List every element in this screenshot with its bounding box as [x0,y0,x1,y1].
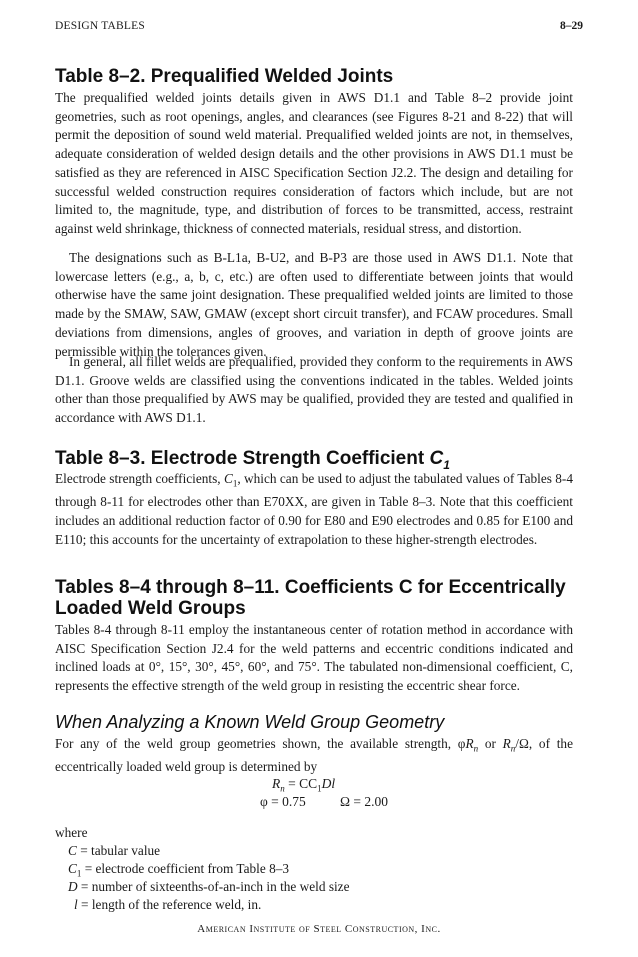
paragraph-electrode-coefficients: Electrode strength coefficients, $C_1$, which can be used to adjust the tabulated values of Tables 8-4 through 8-11 for electrodes other than E70XX, are given in Table 8–3. Note that this coefficient includes an additional reduction factor of 0.90 for E80 and E90 electrodes and 0.85 for E100 and E110; this accounts for the uncertainty of extrapolation to these higher-strength electrodes. [55,471,573,547]
where-label: where [55,825,88,840]
equation-nominal-strength: $R_n = CC_1Dl$ [272,776,336,794]
section-heading-table-8-2: Table 8–2. Prequalified Welded Joints [55,66,394,87]
page-number: 8–29 [560,20,583,32]
definition-D: D = number of sixteenths-of-an-inch in the weld size [68,879,350,894]
equation-omega: Ω = 2.00 [340,794,389,809]
paragraph-available-strength: For any of the weld group geometries shown, the available strength, $\varphi R_n$ or $R_n/\Omega$, of the eccentrically loaded weld group is determined by [55,736,573,775]
equation-phi: φ = 0.75 [260,794,306,809]
paragraph-fillet-welds: In general, all fillet welds are prequalified, provided they conform to the requirements in AWS D1.1. Groove welds are classified using the conventions indicated in the tables. Welded joints other than those prequalified by AWS may be qualified, provided they are tested and qualified in accordance with AWS D1.1. [55,354,573,426]
subheading-known-weld-geometry: When Analyzing a Known Weld Group Geometry [55,712,445,732]
definition-l: l = length of the reference weld, in. [74,897,262,912]
paragraph-prequalified-joints: The prequalified welded joints details given in AWS D1.1 and Table 8–2 provide joint geometries, such as root openings, angles, and clearances (see Figures 8-21 and 8-22) that will permit the deposition of sound weld material. Prequalified welded joints are not, in themselves, adequate consideration of welded design details and the other provisions in AWS D1.1 must be satisfied as they are referenced in AISC Specification Section J2.2. The design and detailing for successful welded construction requires consideration of factors which include, but are not limited to, the magnitude, type, and distribution of forces to be transmitted, access, restraint against weld shrinkage, thickness of connected materials, residual stress, and distortion. [55,90,573,236]
definition-C1: $C_1$ = electrode coefficient from Table 8–3 [68,861,290,879]
page-footer: American Institute of Steel Construction, Inc. [197,923,441,935]
paragraph-instantaneous-center: Tables 8-4 through 8-11 employ the instantaneous center of rotation method in accordance with AISC Specification Section J2.4 for the weld patterns and eccentric conditions indicated and inclined loads at 0°, 15°, 30°, 45°, 60°, and 75°. The tabulated non-dimensional coefficient, C, represents the effective strength of the weld group in resisting the eccentric shear force. [55,622,573,694]
section-heading-tables-8-4-to-8-11: Tables 8–4 through 8–11. Coefficients C for Eccentrically Loaded Weld Groups [55,577,566,619]
paragraph-designations: The designations such as B-L1a, B-U2, and B-P3 are those used in AWS D1.1. Note that lowercase letters (e.g., a, b, c, etc.) are often used to differentiate between joints that would otherwise have the same joint designation. These prequalified welded joints are limited to those made by the SMAW, SAW, GMAW (except short circuit transfer), and FCAW procedures. Small deviations from dimensions, angles of grooves, and variation in depth of groove joints are permissible within the tolerances given. [55,250,573,359]
section-heading-table-8-3: Table 8–3. Electrode Strength Coefficient $C_1$ [55,448,450,472]
running-header: DESIGN TABLES [55,20,145,32]
definition-C: C = tabular value [68,843,161,858]
